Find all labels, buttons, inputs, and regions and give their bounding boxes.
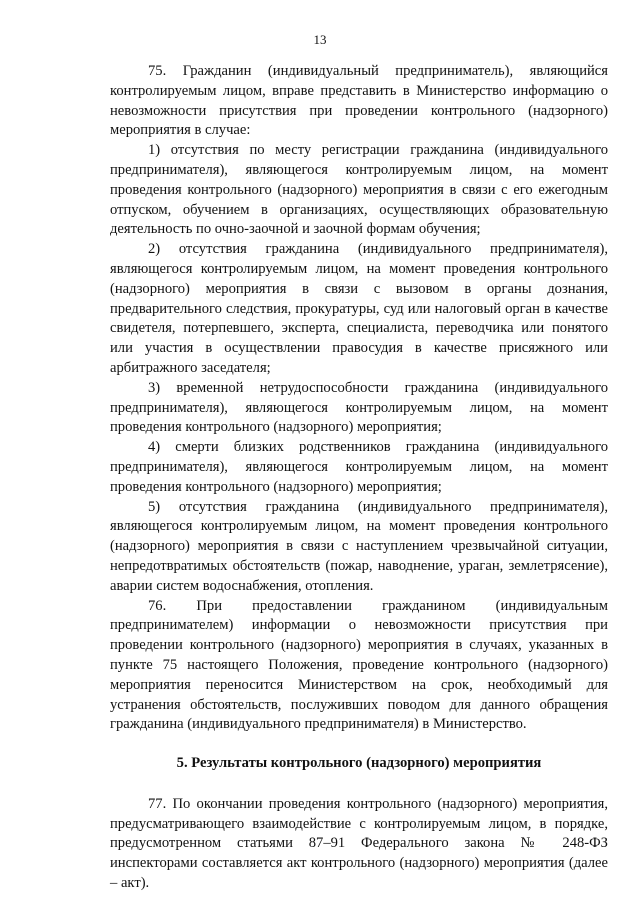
list-item-1: 1) отсутствия по месту регистрации гражданина (индивидуального предпринимателя), являющегося контролируемым лицом, на момент проведения контрольного (надзорного) мероприятия в связи с его ежегодным отпуском, обучением в организациях, осуществляющих образовательную деятельность по очно-заочной и заочной формам обучения; <box>110 142 608 238</box>
list-item-5: 5) отсутствия гражданина (индивидуального предпринимателя), являющегося контролируемым лицом, на момент проведения контрольного (надзорного) мероприятия в связи с наступлением чрезвычайной ситуации, непредотвратимых обстоятельств (пожар, наводнение, ураган, землетрясение), аварии систем водоснабжения, отопления. <box>110 498 608 594</box>
section-heading: 5. Результаты контрольного (надзорного) мероприятия <box>176 755 542 772</box>
list-item-4: 4) смерти близких родственников гражданина (индивидуального предпринимателя), являющегося контролируемым лицом, на момент проведения контрольного (надзорного) мероприятия; <box>110 439 608 495</box>
document-body <box>110 62 608 894</box>
page-number: 13 <box>313 32 327 47</box>
paragraph-77: 77. По окончании проведения контрольного (надзорного) мероприятия, предусматривающего взаимодействие с контролируемым лицом, в порядке, предусмотренном статьями 87–91 Федерального закона № 248-ФЗ инспекторами составляется акт контрольного (надзорного) мероприятия (далее – акт). <box>110 795 608 892</box>
list-item-3: 3) временной нетрудоспособности гражданина (индивидуального предпринимателя), являющегося контролируемым лицом, на момент проведения контрольного (надзорного) мероприятия; <box>110 379 608 436</box>
list-item-2: 2) отсутствия гражданина (индивидуального предпринимателя), являющегося контролируемым лицом, на момент проведения контрольного (надзорного) мероприятия в связи с вызовом в органы дознания, предварительного следствия, прокуратуры, суд или налоговый орган в качестве свидетеля, потерпевшего, эксперта, специалиста, переводчика или понятого или участия в осуществлении правосудия в качестве присяжного или арбитражного заседателя; <box>110 241 608 376</box>
paragraph-75: 75. Гражданин (индивидуальный предприниматель), являющийся контролируемым лицом, вправе представить в Министерство информацию о невозможности присутствия при проведении контрольного (надзорного) мероприятия в случае: <box>110 63 608 139</box>
paragraph-76: 76. При предоставлении гражданином (индивидуальным предпринимателем) информации о невозможности присутствия при проведении контрольного (надзорного) мероприятия в случаях, указанных в пункте 75 настоящего Положения, проведение контрольного (надзорного) мероприятия переносится Министерством на срок, необходимый для устранения обстоятельств, послуживших поводом для данного обращения гражданина (индивидуального предпринимателя) в Министерство. <box>110 597 608 733</box>
